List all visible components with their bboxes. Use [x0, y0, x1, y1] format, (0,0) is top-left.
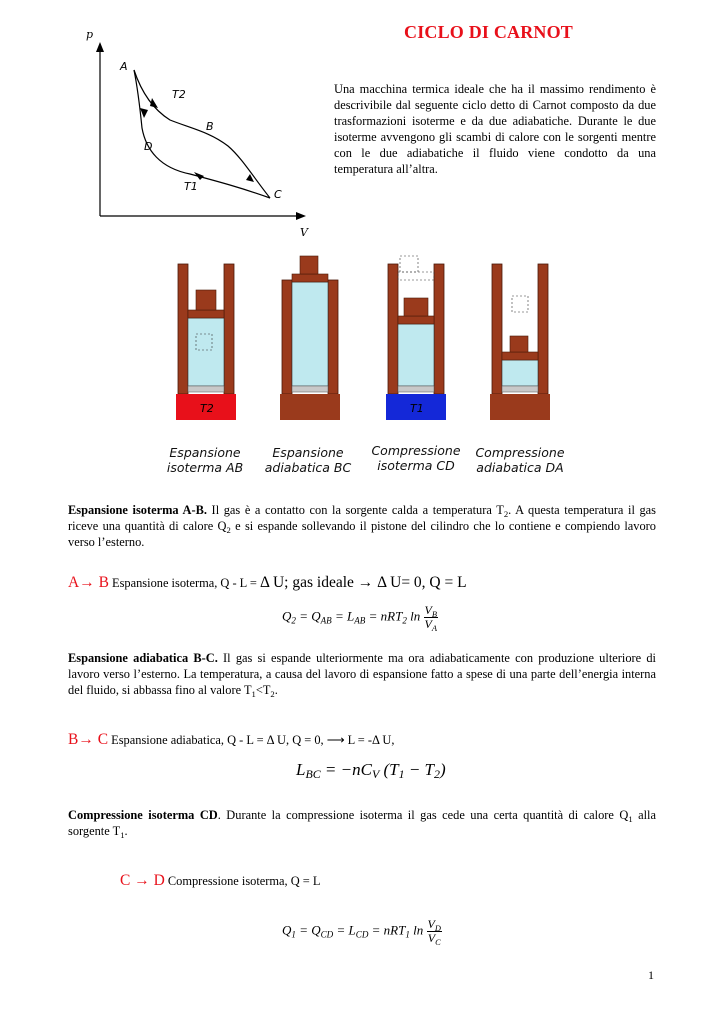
point-b-label: B [206, 120, 214, 133]
caption-3: Compressione isoterma CD [371, 443, 461, 473]
cylinders-illustration [170, 250, 560, 426]
step-bc-line: B→ C Espansione adiabatica, Q - L = Δ U, Q = 0, ⟶ L = -Δ U, [68, 731, 395, 748]
source-1-label: T2 [200, 402, 214, 415]
formula-ab: $Q_2 = Q_{AB} = L_{AB} = nRT_2$ ln $\frac{V_B}{V_A}$ [282, 603, 437, 633]
section-cd-heading: Compressione isoterma CD [68, 808, 218, 822]
point-d-label: D [144, 140, 153, 153]
section-bc-heading: Espansione adiabatica B-C. [68, 651, 218, 665]
isotherm-t2-label: T2 [172, 88, 186, 101]
step-cd-line: C → D Compressione isoterma, Q = L [120, 872, 321, 889]
point-a-label: A [120, 60, 128, 73]
step-ab-label: A→ B [68, 574, 109, 591]
isotherm-t1-label: T1 [184, 180, 198, 193]
step-cd-label: C → D [120, 872, 165, 889]
intro-paragraph: Una macchina termica ideale che ha il massimo rendimento è descrivibile dal seguente ciclo detto di Carnot composto da due trasformazioni isoterme e da due adiabatiche. Durante le due isoterme avvengono gli scambi di calore con le sorgenti mentre con le due adiabatiche il fluido viene condotto da una temperatura all’altra. [334, 82, 656, 176]
cylinder-4 [490, 264, 550, 420]
cylinder-3 [386, 256, 446, 420]
page-title: CICLO DI CARNOT [404, 22, 574, 42]
section-ab-heading: Espansione isoterma A-B. [68, 503, 207, 517]
step-ab-line: A→ B Espansione isoterma, Q - L = Δ U; gas ideale → Δ U= 0, Q = L [68, 574, 467, 591]
section-bc-paragraph: Espansione adiabatica B-C. Il gas si espande ulteriormente ma ora adiabaticamente con produzione ulteriore di lavoro verso l’esterno. La temperatura, a causa del lavoro di espansione fatto a spese di una parte dell’energia interna del fluido, si abbassa fino al valore $T_1<T_2$. [68, 651, 656, 699]
caption-2: Espansione adiabatica BC [264, 445, 352, 475]
caption-4: Compressione adiabatica DA [475, 445, 565, 475]
source-2 [280, 394, 340, 420]
page-number: 1 [648, 968, 654, 982]
pv-diagram [80, 28, 320, 240]
cylinder-1 [176, 264, 236, 420]
formula-bc: $L_{BC} = -nC_V$ $(T_1 - T_2)$ [296, 760, 446, 781]
caption-1: Espansione isoterma AB [166, 445, 244, 475]
step-bc-label: B→ C [68, 731, 109, 748]
cylinder-2 [280, 256, 340, 420]
section-ab-paragraph: Espansione isoterma A-B. Il gas è a contatto con la sorgente calda a temperatura $T_2$. A questa temperatura il gas riceve una quantità di calore $Q_2$ e si espande sollevando il pistone del cilindro che lo contiene e compiendo lavoro verso l’esterno. [68, 503, 657, 549]
section-cd-paragraph: Compressione isoterma CD. Durante la compressione isoterma il gas cede una certa quantità di calore $Q_1$ alla sorgente $T_1$. [68, 808, 657, 840]
point-c-label: C [274, 188, 282, 201]
axis-p-label: p [86, 28, 94, 41]
formula-cd: $Q_1 = Q_{CD} = L_{CD} = nRT_1$ ln $\frac{V_D}{V_C}$ [282, 917, 441, 947]
source-4 [490, 394, 550, 420]
axis-v-label: V [300, 226, 308, 239]
source-3-label: T1 [410, 402, 424, 415]
